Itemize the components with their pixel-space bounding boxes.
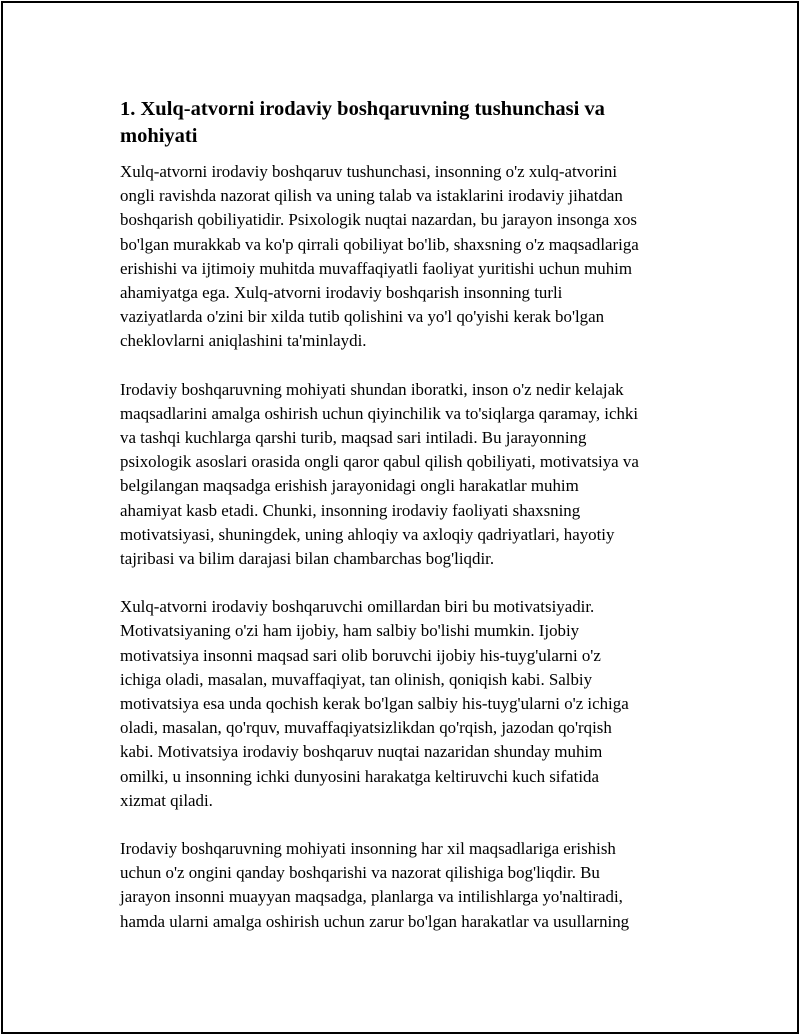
text-line: omilki, u insonning ichki dunyosini harakatga keltiruvchi kuch sifatida — [120, 766, 599, 786]
text-line: tajribasi va bilim darajasi bilan chambarchas bog'liqdir. — [120, 549, 495, 569]
heading-line: 1. Xulq-atvorni irodaviy boshqaruvning tushunchasi va — [120, 98, 605, 120]
text-line: ahamiyatga ega. Xulq-atvorni irodaviy boshqarish insonning turli — [120, 283, 563, 303]
text-line: motivatsiya insonni maqsad sari olib boruvchi ijobiy his-tuyg'ularni o'z — [120, 645, 601, 665]
text-line: vaziyatlarda o'zini bir xilda tutib qolishini va yo'l qo'yishi kerak bo'lgan — [120, 307, 605, 327]
paragraph-4 — [120, 837, 700, 934]
text-line: maqsadlarini amalga oshirish uchun qiyinchilik va to'siqlarga qaramay, ichki — [120, 403, 639, 423]
text-line: jarayon insonni muayyan maqsadga, planlarga va intilishlarga yo'naltiradi, — [120, 887, 623, 907]
text-line: oladi, masalan, qo'rquv, muvaffaqiyatsizlikdan qo'rqish, jazodan qo'rqish — [120, 718, 612, 738]
text-line: ongli ravishda nazorat qilish va uning talab va istaklarini irodaviy jihatdan — [120, 186, 623, 206]
heading-line: mohiyati — [120, 125, 198, 147]
text-line: bo'lgan murakkab va ko'p qirrali qobiliyat bo'lib, shaxsning o'z maqsadlariga — [120, 234, 639, 254]
text-line: ichiga oladi, masalan, muvaffaqiyat, tan olinish, qoniqish kabi. Salbiy — [120, 669, 593, 689]
section-heading — [120, 96, 700, 150]
text-line: kabi. Motivatsiya irodaviy boshqaruv nuqtai nazaridan shunday muhim — [120, 742, 603, 762]
text-line: hamda ularni amalga oshirish uchun zarur bo'lgan harakatlar va usullarning — [120, 911, 630, 931]
text-line: va tashqi kuchlarga qarshi turib, maqsad sari intiladi. Bu jarayonning — [120, 428, 587, 448]
document-content — [120, 96, 700, 958]
text-line: motivatsiyasi, shuningdek, uning ahloqiy va axloqiy qadriyatlari, hayotiy — [120, 524, 615, 544]
paragraph-1 — [120, 160, 700, 354]
text-line: cheklovlarni aniqlashini ta'minlaydi. — [120, 331, 367, 351]
text-line: xizmat qiladi. — [120, 790, 213, 810]
text-line: ahamiyat kasb etadi. Chunki, insonning irodaviy faoliyati shaxsning — [120, 500, 581, 520]
paragraph-2 — [120, 378, 700, 572]
text-line: Irodaviy boshqaruvning mohiyati shundan iboratki, inson o'z nedir kelajak — [120, 379, 624, 399]
text-line: belgilangan maqsadga erishish jarayonidagi ongli harakatlar muhim — [120, 476, 579, 496]
document-page — [1, 1, 799, 1034]
text-line: Irodaviy boshqaruvning mohiyati insonning har xil maqsadlariga erishish — [120, 839, 616, 859]
text-line: Motivatsiyaning o'zi ham ijobiy, ham salbiy bo'lishi mumkin. Ijobiy — [120, 621, 580, 641]
text-line: erishishi va ijtimoiy muhitda muvaffaqiyatli faoliyat yuritishi uchun muhim — [120, 258, 632, 278]
text-line: psixologik asoslari orasida ongli qaror qabul qilish qobiliyati, motivatsiya va — [120, 452, 639, 472]
text-line: Xulq-atvorni irodaviy boshqaruv tushunchasi, insonning o'z xulq-atvorini — [120, 162, 618, 181]
text-line: uchun o'z ongini qanday boshqarishi va nazorat qilishiga bog'liqdir. Bu — [120, 863, 600, 883]
text-line: boshqarish qobiliyatidir. Psixologik nuqtai nazardan, bu jarayon insonga xos — [120, 210, 637, 230]
text-line: Xulq-atvorni irodaviy boshqaruvchi omillardan biri bu motivatsiyadir. — [120, 597, 595, 617]
paragraph-3 — [120, 595, 700, 813]
text-line: motivatsiya esa unda qochish kerak bo'lgan salbiy his-tuyg'ularni o'z ichiga — [120, 694, 629, 714]
